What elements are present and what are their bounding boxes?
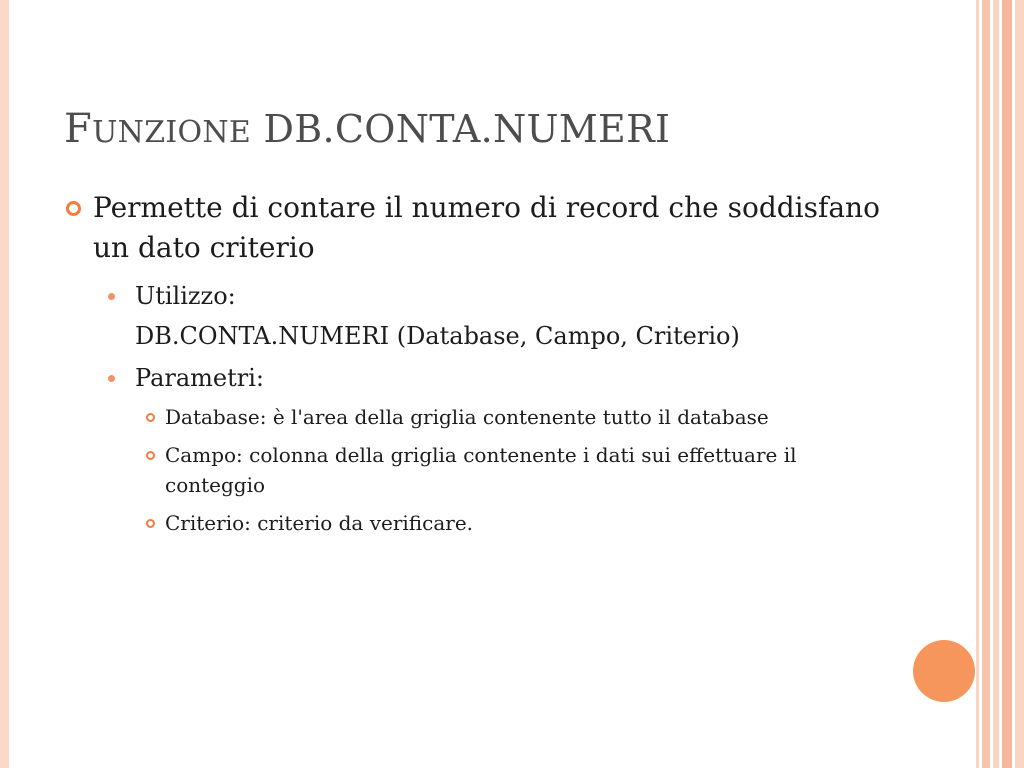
param-text: Campo: colonna della griglia contenente i dati sui effettuare il conteggio: [165, 443, 797, 497]
title-main: DB.CONTA.NUMERI: [263, 107, 671, 151]
param-item-criterio: [64, 508, 904, 538]
bullet-text: Permette di contare il numero di record che soddisfano un dato criterio: [93, 191, 880, 264]
small-ring-bullet-icon: [146, 519, 155, 528]
bullet-level2-params: [64, 358, 904, 398]
params-label: Parametri:: [135, 364, 264, 392]
title-first-letter: F: [64, 106, 93, 152]
ring-bullet-icon: [66, 201, 81, 216]
param-item-campo: [64, 440, 904, 500]
dot-bullet-icon: [108, 293, 115, 300]
slide-title: [64, 106, 670, 152]
stripe: [982, 0, 990, 768]
usage-syntax: DB.CONTA.NUMERI (Database, Campo, Criterio): [135, 322, 740, 350]
title-smallcaps: UNZIONE: [92, 115, 252, 150]
dot-bullet-icon: [108, 375, 115, 382]
usage-label: Utilizzo:: [135, 282, 236, 310]
stripe: [993, 0, 999, 768]
small-ring-bullet-icon: [146, 413, 155, 422]
right-stripes-decoration: [976, 0, 1024, 768]
bullet-level1: [64, 188, 904, 268]
slide-content: [64, 188, 904, 546]
stripe: [976, 0, 979, 768]
stripe: [1015, 0, 1024, 768]
param-text: Database: è l'area della griglia contenente tutto il database: [165, 405, 769, 429]
small-ring-bullet-icon: [146, 451, 155, 460]
param-item-database: [64, 402, 904, 432]
bullet-level2-usage: [64, 276, 904, 316]
stripe: [1002, 0, 1012, 768]
decorative-circle: [913, 640, 975, 702]
param-text: Criterio: criterio da verificare.: [165, 511, 474, 535]
left-border-decoration: [0, 0, 9, 768]
